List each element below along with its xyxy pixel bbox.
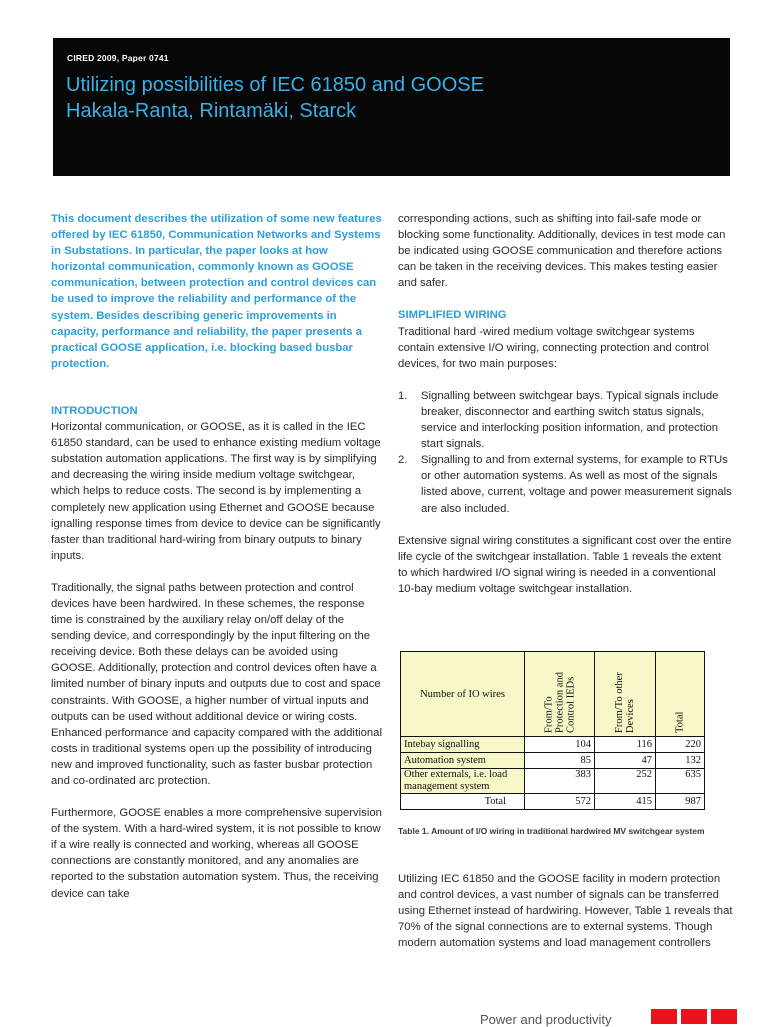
page-title <box>66 72 484 124</box>
right-column <box>398 211 733 597</box>
continued-paragraph: corresponding actions, such as shifting into fail-safe mode or blocking some functionality. Additionally, devices in test mode can be indicated using GOOSE communication and therefore actions can be taken in the receiving devices. This makes testing easier and safer. <box>398 213 726 290</box>
list-item: 1. Signalling between switchgear bays. Typical signals include breaker, disconnector and earthing switch status signals, service and interlocking position information, and protection start signals. <box>398 389 719 451</box>
purpose-list <box>398 388 733 517</box>
table-header-total: Total <box>656 652 705 737</box>
io-wiring-table <box>400 651 705 810</box>
right-column-bottom <box>398 871 733 951</box>
goose-ethernet-paragraph: Utilizing IEC 61850 and the GOOSE facility in modern protection and control devices, a vast number of signals can be transferred using Ethernet instead of hardwiring. However, Table 1 reveals that 70% of the signal connections are to external systems. Though modern automation systems and load management controllers <box>398 873 733 950</box>
table-row: Other externals, i.e. load management system 383 252 635 <box>401 769 705 794</box>
introduction-paragraph-2: Traditionally, the signal paths between protection and control devices have been hardwired. In these schemes, the response time is constrained by the auxiliary relay on/off delay of the sending device, and correspondingly by the input filtering on the receiving device. Both these delays can be avoided using GOOSE. Additionally, protection and control devices often have a limited number of binary inputs and outputs due to cost and space constraints. With GOOSE, a higher number of virtual inputs and outputs can be used without additional device or wiring costs. Enhanced performance and capacity compared with the additional costs in traditional systems open up the possibility of introducing new and improved functionality, such as faster busbar protection and co-ordinated arc protection. <box>51 581 382 787</box>
table-header-label: Number of IO wires <box>401 652 525 737</box>
introduction-heading: INTRODUCTION <box>51 404 138 417</box>
logo-letter <box>651 1009 677 1024</box>
conference-label: CIRED 2009, Paper 0741 <box>67 53 169 63</box>
abb-logo <box>651 1009 741 1024</box>
title-banner <box>53 38 730 176</box>
signal-wiring-paragraph: Extensive signal wiring constitutes a significant cost over the entire life cycle of the switchgear installation. Table 1 reveals the extent to which hardwired I/O signal wiring is needed in a conventional 10-bay medium voltage switchgear installation. <box>398 534 732 595</box>
table-total-row: Total 572 415 987 <box>401 794 705 810</box>
logo-letter <box>681 1009 707 1024</box>
list-item: 2. Signalling to and from external systems, for example to RTUs or other automation systems. As well as most of the signals listed above, current, voltage and power measurement signals are also included. <box>398 454 732 515</box>
table-row: Intebay signalling 104 116 220 <box>401 737 705 753</box>
left-column <box>51 211 383 902</box>
introduction-paragraph-3: Furthermore, GOOSE enables a more comprehensive supervision of the system. With a hard-wired system, it is not possible to know if a wire really is connected and working, whereas all GOOSE connections are constantly monitored, and any anomalies are reported to the substation automation system. Thus, the receiving device can take <box>51 807 382 900</box>
abstract: This document describes the utilization of some new features offered by IEC 61850, Communication Networks and Systems in Substations. In particular, the paper looks at how horizontal communication, commonly known as GOOSE communication, between protection and control devices can be used to improve the reliability and performance of the system. Besides describing generic improvements in capacity, performance and reliability, the paper presents a practical GOOSE application, i.e. blocking based busbar protection. <box>51 213 382 370</box>
logo-letter <box>711 1009 737 1024</box>
table-header-ieds: From/To Protection and Control IEDs <box>525 652 595 737</box>
wiring-intro-paragraph: Traditional hard -wired medium voltage switchgear systems contain extensive I/O wiring, connecting protection and control devices, for two main purposes: <box>398 325 709 370</box>
simplified-wiring-heading: SIMPLIFIED WIRING <box>398 309 507 322</box>
table-caption: Table 1. Amount of I/O wiring in traditional hardwired MV switchgear system <box>398 826 705 836</box>
introduction-paragraph-1: Horizontal communication, or GOOSE, as it is called in the IEC 61850 standard, can be used to enhance existing medium voltage substation automation applications. The first way is by simplifying and decreasing the wiring inside medium voltage switchgear, which helps to reduce costs. The second is by implementing a completely new application using Ethernet and GOOSE because ignalling response times from device to device can be significantly faster than traditional hard-wiring from binary outputs to binary inputs. <box>51 421 381 562</box>
title-line: Utilizing possibilities of IEC 61850 and GOOSE <box>66 74 484 96</box>
table-row: Automation system 85 47 132 <box>401 753 705 769</box>
table-header-row <box>401 652 705 737</box>
table-header-other-devices: From/To other Devices <box>595 652 656 737</box>
footer-tagline: Power and productivity <box>480 1012 612 1027</box>
authors-line: Hakala-Ranta, Rintamäki, Starck <box>66 100 357 122</box>
